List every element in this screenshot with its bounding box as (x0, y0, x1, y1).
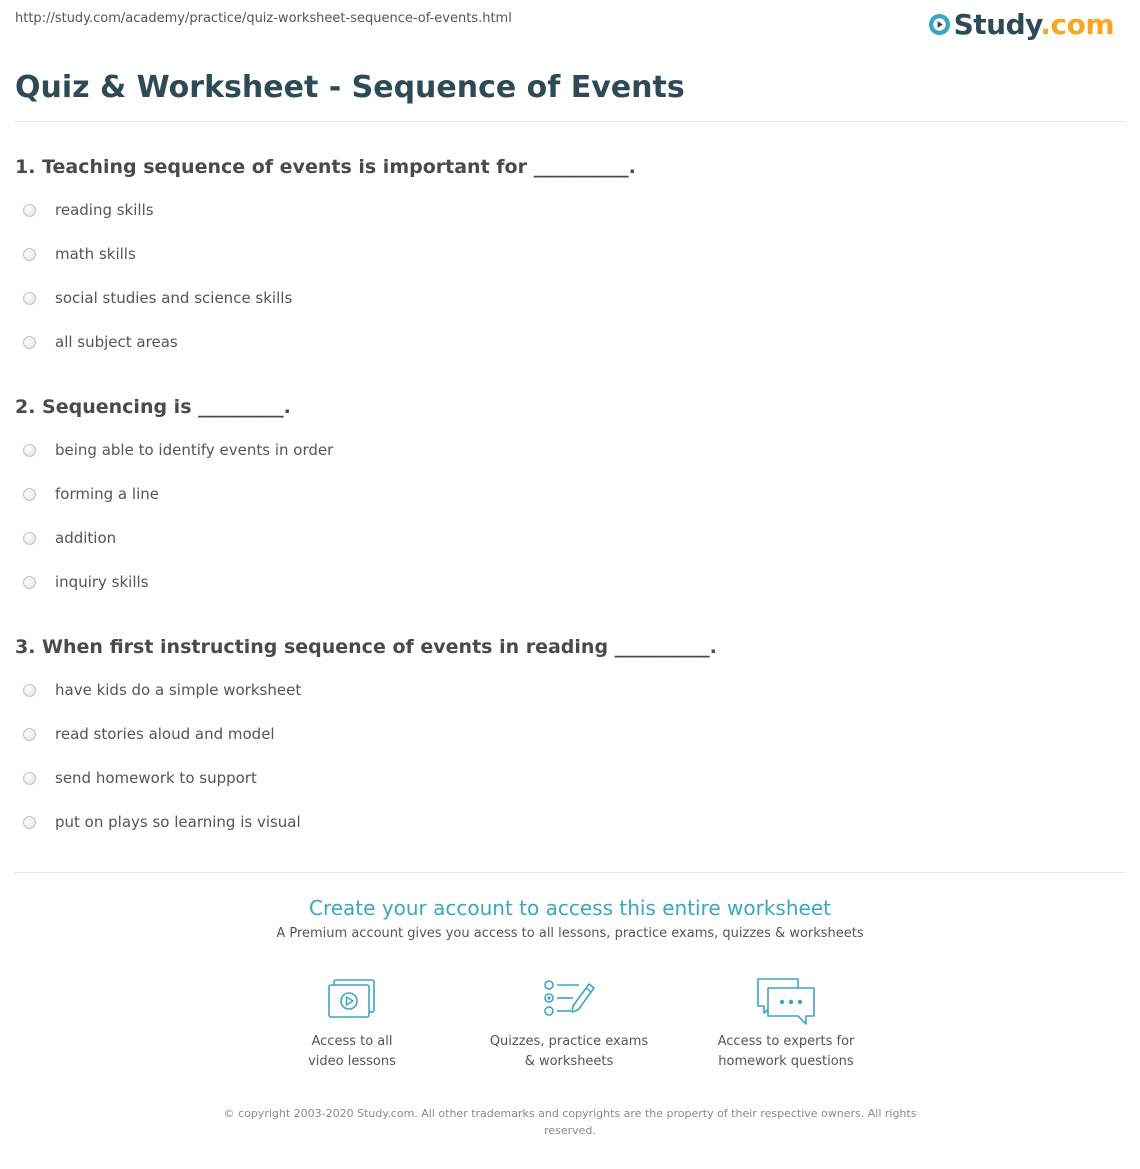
copyright-notice: © copyright 2003-2020 Study.com. All other trademarks and copyrights are the property of their respective owners. All rights reserved. (223, 1107, 917, 1137)
answer-option[interactable] (15, 276, 292, 320)
create-account-link[interactable]: Create your account to access this entire worksheet (309, 896, 831, 920)
play-logo-icon (928, 13, 951, 36)
answer-label: send homework to support (55, 769, 257, 787)
feature-experts (696, 976, 876, 1072)
answer-label: put on plays so learning is visual (55, 813, 301, 831)
radio-button-icon[interactable] (23, 532, 36, 545)
page-url: http://study.com/academy/practice/quiz-worksheet-sequence-of-events.html (15, 11, 512, 26)
radio-button-icon[interactable] (23, 444, 36, 457)
answer-option[interactable] (15, 516, 333, 560)
title-divider (14, 121, 1125, 122)
question-3 (15, 635, 1115, 831)
radio-button-icon[interactable] (23, 204, 36, 217)
radio-button-icon[interactable] (23, 816, 36, 829)
answer-label: reading skills (55, 201, 154, 219)
answer-option[interactable] (15, 188, 292, 232)
promo-subheading: A Premium account gives you access to all lessons, practice exams, quizzes & worksheets (276, 926, 864, 941)
answer-option[interactable] (15, 800, 301, 844)
answer-option[interactable] (15, 668, 301, 712)
answer-option[interactable] (15, 712, 301, 756)
answer-option[interactable] (15, 232, 292, 276)
feature-label: Access to all video lessons (308, 1034, 396, 1069)
logo-text: Study.com (953, 7, 1114, 41)
answer-label: forming a line (55, 485, 159, 503)
answer-label: inquiry skills (55, 573, 149, 591)
radio-button-icon[interactable] (23, 336, 36, 349)
question-1 (15, 155, 1115, 351)
answer-option[interactable] (15, 428, 333, 472)
radio-button-icon[interactable] (23, 292, 36, 305)
question-2 (15, 395, 1115, 591)
answer-option[interactable] (15, 472, 333, 516)
answer-options (15, 668, 301, 844)
answer-label: all subject areas (55, 333, 178, 351)
answer-label: have kids do a simple worksheet (55, 681, 302, 699)
promo-divider (14, 872, 1125, 873)
question-text: 3. When first instructing sequence of events in reading __________. (15, 636, 717, 658)
feature-label: Quizzes, practice exams & worksheets (489, 1034, 649, 1069)
answer-label: social studies and science skills (55, 289, 293, 307)
feature-label: Access to experts for homework questions (717, 1034, 855, 1069)
quiz-checklist-icon (541, 976, 597, 1022)
radio-button-icon[interactable] (23, 684, 36, 697)
answer-option[interactable] (15, 756, 301, 800)
answer-options (15, 428, 333, 604)
radio-button-icon[interactable] (23, 488, 36, 501)
page-title: Quiz & Worksheet - Sequence of Events (15, 70, 685, 105)
answer-label: being able to identify events in order (55, 441, 334, 459)
feature-quizzes (479, 976, 659, 1072)
radio-button-icon[interactable] (23, 576, 36, 589)
answer-label: math skills (55, 245, 136, 263)
answer-option[interactable] (15, 560, 333, 604)
radio-button-icon[interactable] (23, 728, 36, 741)
video-lessons-icon (326, 976, 378, 1022)
question-text: 1. Teaching sequence of events is important for __________. (15, 156, 636, 178)
chat-bubbles-icon (754, 976, 818, 1028)
answer-options (15, 188, 292, 364)
answer-label: addition (55, 529, 117, 547)
answer-label: read stories aloud and model (55, 725, 275, 743)
feature-video-lessons (262, 976, 442, 1072)
answer-option[interactable] (15, 320, 292, 364)
study-logo[interactable] (928, 6, 1114, 42)
radio-button-icon[interactable] (23, 248, 36, 261)
radio-button-icon[interactable] (23, 772, 36, 785)
question-text: 2. Sequencing is _________. (15, 396, 291, 418)
